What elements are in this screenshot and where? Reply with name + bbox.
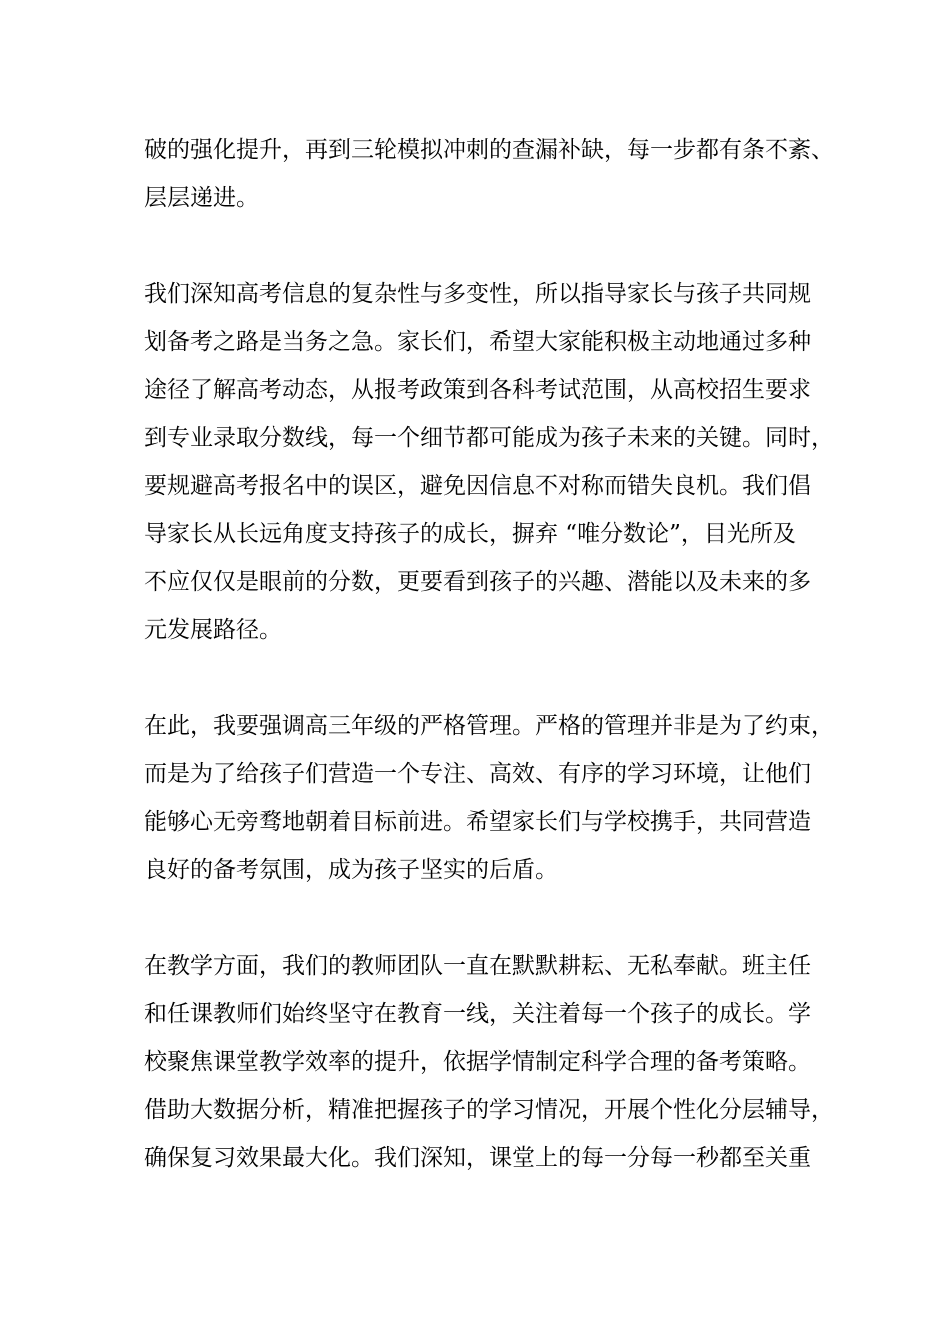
text-line: 借助大数据分析，精准把握孩子的学习情况，开展个性化分层辅导， — [144, 1097, 834, 1123]
text-line: 确保复习效果最大化。我们深知，课堂上的每一分每一秒都至关重 — [144, 1145, 811, 1171]
text-line: 能够心无旁骛地朝着目标前进。希望家长们与学校携手，共同营造 — [144, 809, 811, 835]
paragraph-4 — [144, 942, 844, 1182]
text-line: 要规避高考报名中的误区，避免因信息不对称而错失良机。我们倡 — [144, 473, 811, 499]
text-line: 破的强化提升，再到三轮模拟冲刺的查漏补缺，每一步都有条不紊、 — [144, 137, 834, 163]
text-line: 在教学方面，我们的教师团队一直在默默耕耘、无私奉献。班主任 — [144, 953, 811, 979]
text-line: 我们深知高考信息的复杂性与多变性，所以指导家长与孩子共同规 — [144, 281, 811, 307]
paragraph-1 — [144, 126, 844, 222]
text-line: 不应仅仅是眼前的分数，更要看到孩子的兴趣、潜能以及未来的多 — [144, 569, 811, 595]
paragraph-2 — [144, 270, 844, 654]
text-line: 层层递进。 — [144, 185, 259, 211]
paragraph-3 — [144, 702, 844, 894]
text-line: 途径了解高考动态，从报考政策到各科考试范围，从高校招生要求 — [144, 377, 811, 403]
text-line: 良好的备考氛围，成为孩子坚实的后盾。 — [144, 857, 558, 883]
text-line: 导家长从长远角度支持孩子的成长，摒弃 “唯分数论”，目光所及 — [144, 521, 796, 547]
text-line: 而是为了给孩子们营造一个专注、高效、有序的学习环境，让他们 — [144, 761, 811, 787]
text-line: 在此，我要强调高三年级的严格管理。严格的管理并非是为了约束， — [144, 713, 834, 739]
text-line: 元发展路径。 — [144, 617, 282, 643]
text-line: 划备考之路是当务之急。家长们，希望大家能积极主动地通过多种 — [144, 329, 811, 355]
text-line: 到专业录取分数线，每一个细节都可能成为孩子未来的关键。同时， — [144, 425, 834, 451]
text-line: 和任课教师们始终坚守在教育一线，关注着每一个孩子的成长。学 — [144, 1001, 811, 1027]
text-line: 校聚焦课堂教学效率的提升，依据学情制定科学合理的备考策略。 — [144, 1049, 811, 1075]
document-body — [144, 126, 844, 1230]
